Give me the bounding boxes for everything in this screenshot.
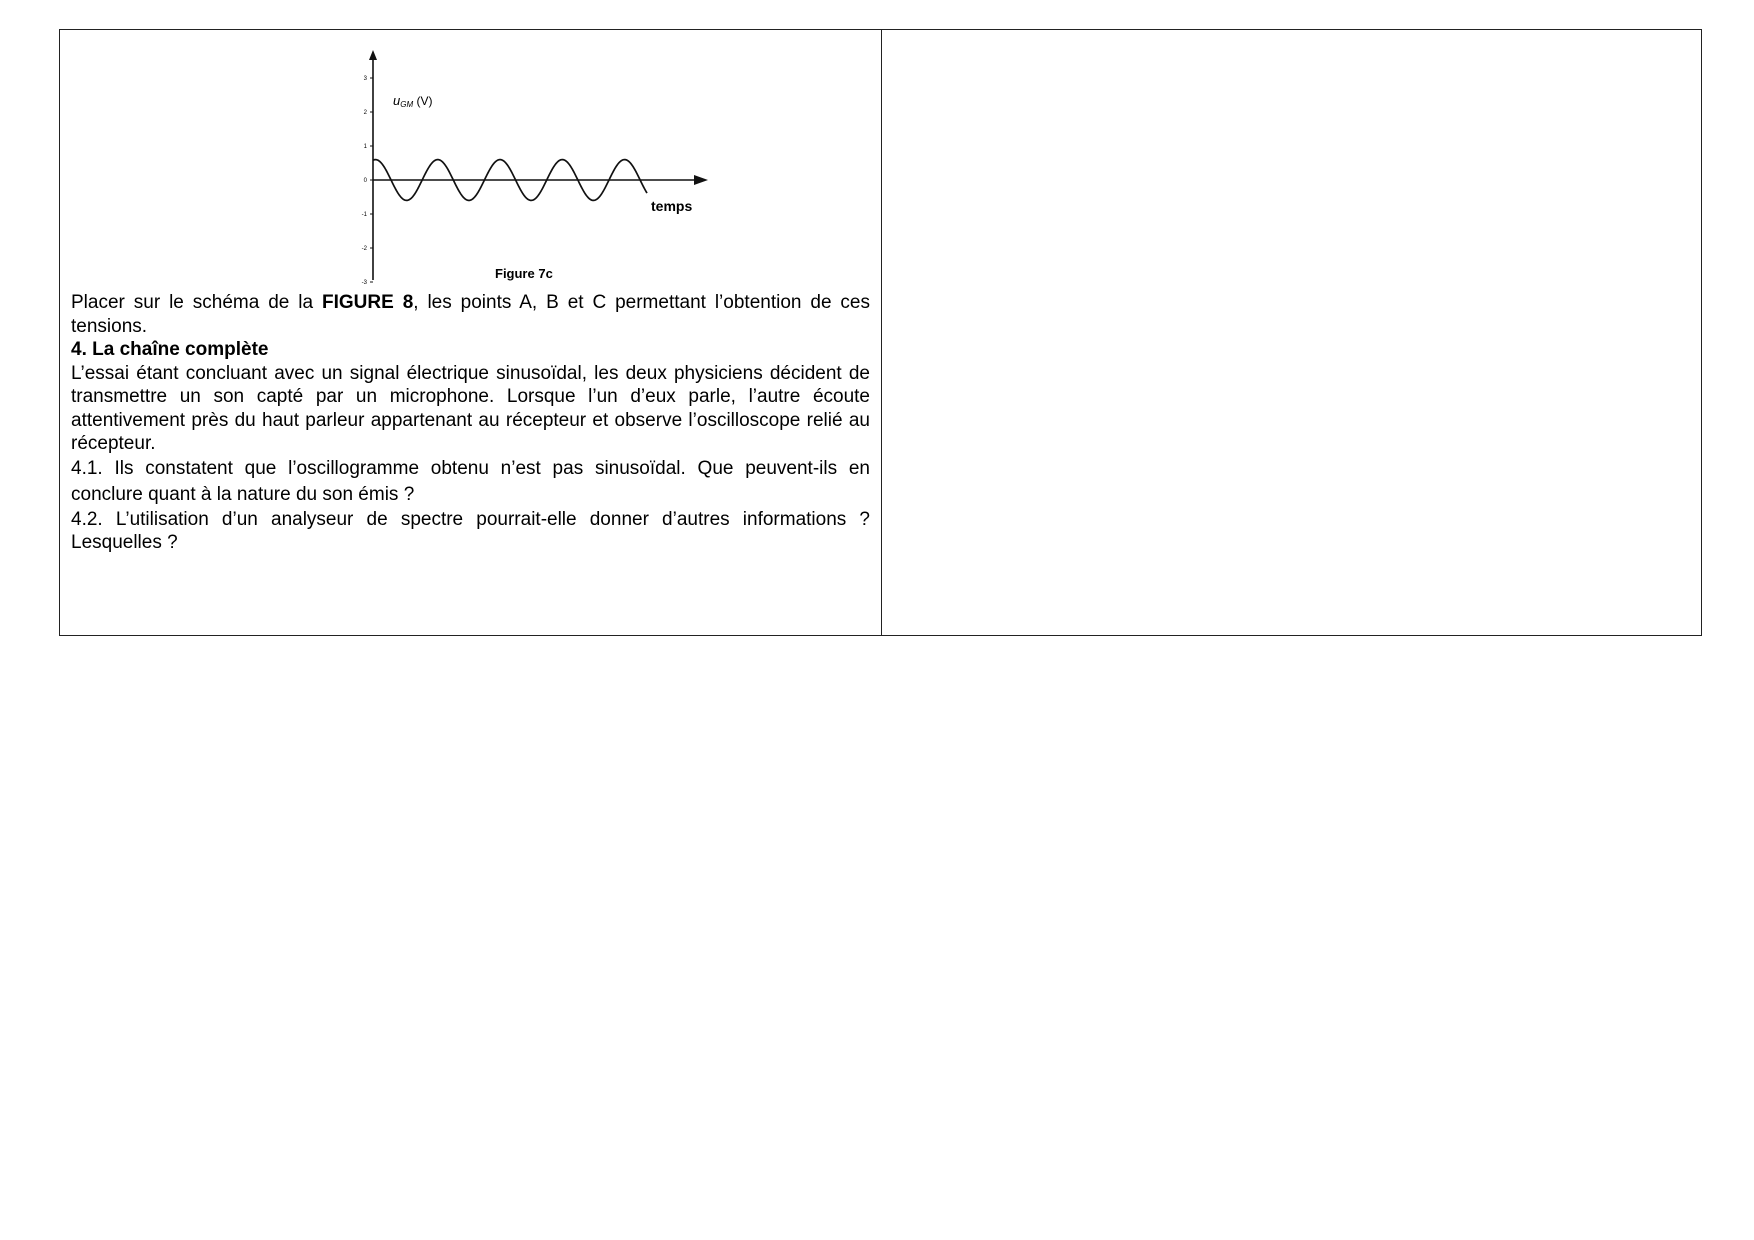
left-cell — [60, 30, 882, 635]
right-cell-answer-area — [882, 30, 1701, 635]
document-table — [59, 29, 1702, 636]
y-tick-label: -1 — [361, 212, 367, 218]
oscillogram-chart — [338, 48, 738, 298]
y-axis-label: uGM (V) — [393, 93, 433, 109]
instruction-paragraph: Placer sur le schéma de la FIGURE 8, les points A, B et C permettant l’obtention de ces tensions. — [71, 292, 870, 337]
y-axis-arrow — [369, 50, 377, 60]
y-tick-label: 3 — [363, 76, 367, 82]
y-tick-label: -3 — [361, 280, 367, 286]
y-tick-label: 2 — [363, 110, 367, 116]
question-4-2: 4.2. L’utilisation d’un analyseur de spectre pourrait-elle donner d’autres informations ? Lesquelles ? — [71, 508, 870, 553]
exercise-text — [71, 291, 870, 555]
figure-8-reference: FIGURE 8 — [322, 292, 414, 313]
question-4-1: 4.1. Ils constatent que l’oscillogramme obtenu n’est pas sinusoïdal. Que peuvent-ils en conclure quant à la nature du son émis ? — [71, 457, 870, 505]
context-paragraph: L’essai étant concluant avec un signal électrique sinusoïdal, les deux physiciens décident de transmettre un son capté par un microphone. Lorsque l’un d’eux parle, l’autre écoute attentivement près du haut parleur appartenant au récepteur et observe l’oscilloscope relié au récepteur. — [71, 362, 870, 454]
y-tick-label: -2 — [361, 246, 367, 252]
y-ticks — [362, 76, 373, 286]
section-heading: 4. La chaîne complète — [71, 339, 269, 360]
y-tick-label: 0 — [363, 178, 367, 184]
x-axis-arrow — [694, 175, 708, 185]
figure-caption: Figure 7c — [495, 266, 553, 281]
figure-7c — [338, 48, 738, 298]
y-tick-label: 1 — [363, 144, 367, 150]
x-axis-label: temps — [651, 198, 693, 214]
